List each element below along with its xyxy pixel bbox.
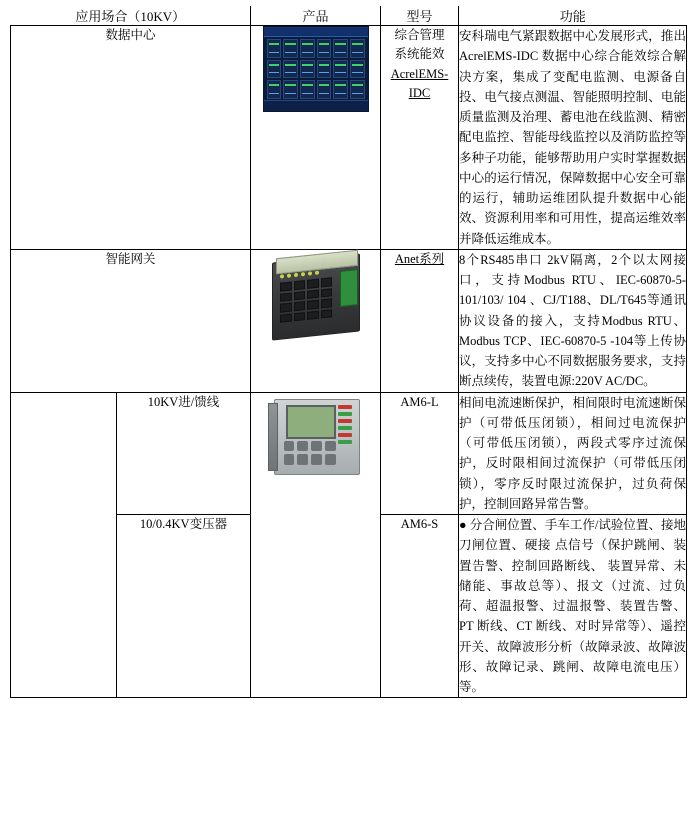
spec-table [10, 6, 687, 698]
model-line: AM6-L [400, 394, 439, 409]
row-product-relay [251, 392, 381, 698]
gateway-device-icon [251, 250, 380, 342]
row-scene-transformer: 10/0.4KV变压器 [117, 515, 251, 698]
scada-screen-icon [251, 26, 380, 112]
header-model: 型号 [381, 6, 459, 26]
model-line: Anet系列 [394, 251, 445, 266]
header-product: 产品 [251, 6, 381, 26]
header-scene: 应用场合（10KV） [11, 6, 251, 26]
row-model-gateway [381, 249, 459, 392]
header-function: 功能 [459, 6, 687, 26]
row-function-am6s: ● 分合闸位置、手车工作/试验位置、接地刀闸位置、硬接 点信号（保护跳闸、装置告警、控制回路断线、 装置异常、未储能、事故总等）、报文（过流、过负荷、超温报警、过温报警、装置告警、PT 断线、CT 断线、对时异常等）、遥控 开关、故障波形分析（故障录波、故障波形、故障记录、跳闸、故障电流电压）等。 [459, 515, 687, 698]
row-model-datacenter [381, 26, 459, 250]
table-row [11, 26, 687, 250]
table-header-row [11, 6, 687, 26]
model-line: IDC [408, 86, 431, 101]
row-scene-feeder: 10KV进/馈线 [117, 392, 251, 515]
model-line: 系统能效 [394, 47, 445, 62]
model-line: AM6-S [400, 517, 439, 531]
row-scene-gateway: 智能网关 [11, 249, 251, 392]
row-function-datacenter: 安科瑞电气紧跟数据中心发展形式，推出 AcrelEMS-IDC 数据中心综合能效综合解决方案，集成了变配电监测、电源备自投、电气接点测温、智能照明控制、电能质量监测及治理、蓄电池在线监测、精密配电监控、智能母线监控以及消防监控等多种子功能，能够帮助用户实时掌握数据中心的运行情况，保障数据中心安全可靠的运行，辅助运维团队提升数据中心能效、资源利用率和可用性，提高运维效率并降低运维成本。 [459, 26, 687, 250]
row-product-datacenter [251, 26, 381, 250]
table-row [11, 392, 687, 515]
row-model-am6l [381, 392, 459, 515]
protection-relay-icon [251, 393, 380, 479]
row-scene-empty [11, 392, 117, 698]
row-scene-datacenter: 数据中心 [11, 26, 251, 250]
row-function-gateway: 8个RS485串口 2kV隔离，2个以太网接口，支持Modbus RTU、IEC-60870-5-101/103/ 104 、CJ/T188、DL/T645等通讯协议设备的接入，支持Modbus RTU、Modbus TCP、IEC-60870-5 -104等上传协议，支持多中心不同数据服务要求，支持断点续传，装置电源:220V AC/DC。 [459, 249, 687, 392]
model-line: 综合管理 [394, 28, 445, 42]
row-model-am6s [381, 515, 459, 698]
row-product-gateway [251, 249, 381, 392]
model-line: AcrelEMS- [390, 66, 449, 81]
table-row [11, 249, 687, 392]
row-function-am6l: 相间电流速断保护，相间限时电流速断保护（可带低压闭锁），相间过电流保护（可带低压闭锁），两段式零序过流保护，反时限相间过流保护（可带低压闭锁），零序反时限过流保护，过负荷保护，控制回路异常告警。 [459, 392, 687, 515]
